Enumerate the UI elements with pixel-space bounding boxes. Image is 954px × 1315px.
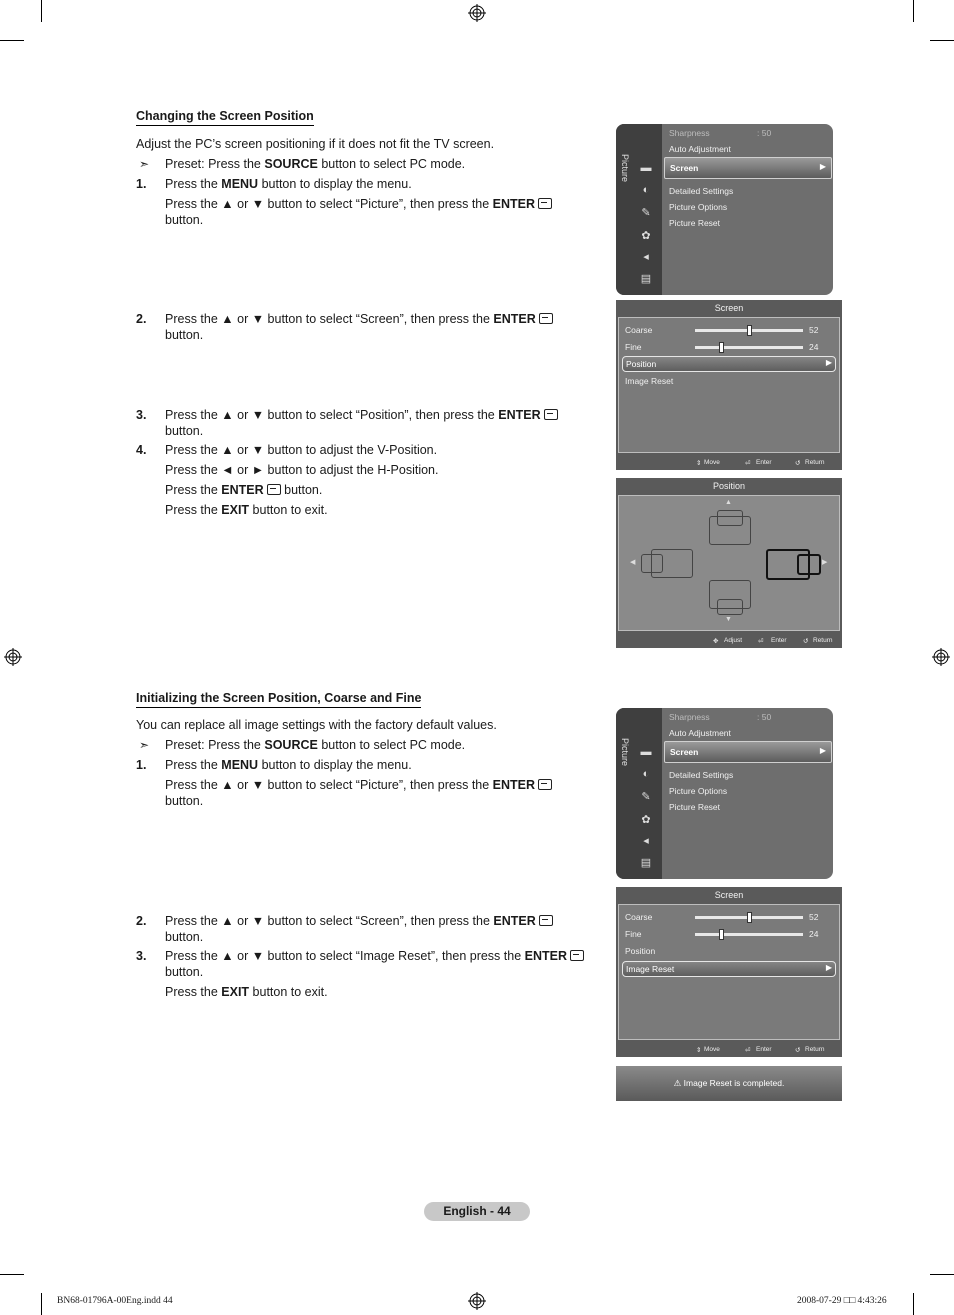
screen-menu-title: Screen <box>714 303 744 313</box>
adjust-icon: ✥ <box>713 638 719 645</box>
sound-icon: ◐ <box>642 184 650 196</box>
screen-menu-footer <box>616 1041 842 1057</box>
foot-adjust: Adjust <box>724 637 743 644</box>
screen-menu-footer <box>616 454 842 470</box>
move-icon: ⇕ <box>696 460 702 467</box>
crop-mark <box>0 40 24 41</box>
foot-return: Return <box>805 459 825 466</box>
picture-menu-panel <box>616 708 833 879</box>
registration-mark-icon <box>468 4 486 22</box>
input-icon: ◂ <box>643 251 649 263</box>
menu-item-detailed-settings[interactable]: Detailed Settings <box>669 186 734 196</box>
menu-item-image-reset[interactable]: Image Reset ▶ <box>622 961 836 977</box>
sharpness-value: : 50 <box>757 128 772 138</box>
step-number: 1. <box>136 177 147 191</box>
enter-icon <box>539 313 553 324</box>
enter-icon <box>570 950 584 961</box>
menu-item-screen[interactable]: Screen ▶ <box>664 741 832 763</box>
screen-menu-panel <box>616 300 842 470</box>
menu-item-picture-options[interactable]: Picture Options <box>669 786 728 796</box>
menu-item-auto-adjustment[interactable]: Auto Adjustment <box>669 144 731 154</box>
foot-return: Return <box>813 637 833 644</box>
warning-icon: ⚠ <box>673 1078 682 1088</box>
menu-item-detailed-settings[interactable]: Detailed Settings <box>669 770 734 780</box>
menu-item-picture-options[interactable]: Picture Options <box>669 202 728 212</box>
menu-item-position[interactable]: Position <box>625 946 656 956</box>
position-menu-panel <box>616 478 842 648</box>
coarse-value: 52 <box>809 912 819 922</box>
enter-icon <box>538 198 552 209</box>
section1-step4d: Press the EXIT button to exit. <box>165 503 328 517</box>
section1-step4b: Press the ◄ or ► button to adjust the H-Position. <box>165 463 439 477</box>
section2-preset: Preset: Press the SOURCE button to select PC mode. <box>165 738 466 752</box>
section1-step3: Press the ▲ or ▼ button to select “Position”, then press the ENTER button. <box>165 408 605 439</box>
message-text: Image Reset is completed. <box>683 1078 785 1088</box>
picture-side-label: Picture <box>620 154 630 183</box>
screen-menu-panel <box>616 887 842 1057</box>
section2-heading: Initializing the Screen Position, Coarse and Fine <box>136 691 421 708</box>
menu-item-sharpness[interactable]: Sharpness <box>669 712 710 722</box>
step-number: 3. <box>136 949 147 963</box>
coarse-slider-knob[interactable] <box>747 325 752 336</box>
section2-step2: Press the ▲ or ▼ button to select “Screen”, then press the ENTER button. <box>165 914 605 945</box>
sound-icon: ◐ <box>642 768 650 780</box>
screen-menu-title: Screen <box>714 890 744 900</box>
fine-value: 24 <box>809 342 819 352</box>
section1-preset: Preset: Press the SOURCE button to select PC mode. <box>165 157 466 171</box>
move-icon: ⇕ <box>696 1047 702 1054</box>
page-number: English - 44 <box>424 1202 530 1221</box>
return-icon: ↺ <box>803 638 809 645</box>
slug-right: 2008-07-29 □□ 4:43:26 <box>797 1296 887 1306</box>
foot-move: Move <box>704 459 720 466</box>
channel-icon: ✎ <box>641 207 651 219</box>
slug-left: BN68-01796A-00Eng.indd 44 <box>57 1296 173 1306</box>
picture-side-label: Picture <box>620 738 630 767</box>
menu-item-screen[interactable]: Screen ▶ <box>664 157 832 179</box>
menu-sidebar <box>616 124 662 295</box>
registration-mark-icon <box>468 1292 486 1310</box>
step-number: 2. <box>136 312 147 326</box>
foot-return: Return <box>805 1046 825 1053</box>
arrow-up-icon: ▲ <box>725 499 732 506</box>
channel-icon: ✎ <box>641 791 651 803</box>
menu-sidebar <box>616 708 662 879</box>
foot-enter: Enter <box>771 637 787 644</box>
foot-move: Move <box>704 1046 720 1053</box>
application-icon: ▤ <box>640 857 652 869</box>
section2-intro: You can replace all image settings with the factory default values. <box>136 718 497 732</box>
fine-value: 24 <box>809 929 819 939</box>
step-number: 3. <box>136 408 147 422</box>
menu-item-picture-reset[interactable]: Picture Reset <box>669 218 721 228</box>
enter-foot-icon: ⏎ <box>745 1047 751 1054</box>
return-icon: ↺ <box>795 1047 801 1054</box>
fine-label: Fine <box>625 342 642 352</box>
preset-arrow-icon: ➣ <box>139 738 150 752</box>
reset-complete-message <box>616 1066 842 1101</box>
section1-step1: Press the MENU button to display the menu. <box>165 177 412 191</box>
section2-step3b: Press the EXIT button to exit. <box>165 985 328 999</box>
menu-item-auto-adjustment[interactable]: Auto Adjustment <box>669 728 731 738</box>
registration-mark-icon <box>932 648 950 666</box>
coarse-slider-knob[interactable] <box>747 912 752 923</box>
fine-slider[interactable] <box>695 346 803 349</box>
arrow-right-icon: ▶ <box>825 963 832 972</box>
position-menu-footer <box>616 632 842 648</box>
crop-mark <box>0 1274 24 1275</box>
position-menu-title: Position <box>712 481 746 491</box>
screen-right-inner <box>797 554 821 575</box>
application-icon: ▤ <box>640 273 652 285</box>
screen-menu-body <box>618 317 840 453</box>
sharpness-value: : 50 <box>757 712 772 722</box>
input-icon: ◂ <box>643 835 649 847</box>
registration-mark-icon <box>4 648 22 666</box>
section2-step3: Press the ▲ or ▼ button to select “Image Reset”, then press the ENTER button. <box>165 949 615 980</box>
picture-icon: ▬ <box>640 162 652 174</box>
crop-mark <box>930 40 954 41</box>
coarse-label: Coarse <box>625 912 653 922</box>
screen-menu-body <box>618 904 840 1040</box>
enter-foot-icon: ⏎ <box>758 638 764 645</box>
enter-icon <box>538 779 552 790</box>
menu-item-position[interactable]: Position ▶ <box>622 356 836 372</box>
coarse-value: 52 <box>809 325 819 335</box>
crop-mark <box>913 1293 914 1315</box>
arrow-right-icon: ▶ <box>819 162 826 171</box>
position-menu-body <box>618 495 840 631</box>
menu-item-image-reset[interactable]: Image Reset <box>625 376 674 386</box>
section1-step4c: Press the ENTER button. <box>165 483 323 497</box>
section1-intro: Adjust the PC’s screen positioning if it does not fit the TV screen. <box>136 137 495 151</box>
screen-up-inner <box>717 510 743 526</box>
enter-icon <box>539 915 553 926</box>
menu-item-picture-reset[interactable]: Picture Reset <box>669 802 721 812</box>
step-number: 4. <box>136 443 147 457</box>
arrow-down-icon: ▼ <box>725 616 732 623</box>
foot-enter: Enter <box>756 459 772 466</box>
screen-down-inner <box>717 599 743 615</box>
step-number: 2. <box>136 914 147 928</box>
fine-slider-knob[interactable] <box>719 342 724 353</box>
enter-icon <box>544 409 558 420</box>
setup-icon: ✿ <box>641 814 651 826</box>
fine-slider[interactable] <box>695 933 803 936</box>
arrow-right-icon: ▶ <box>819 746 826 755</box>
crop-mark <box>41 1293 42 1315</box>
crop-mark <box>41 0 42 22</box>
crop-mark <box>913 0 914 22</box>
foot-enter: Enter <box>756 1046 772 1053</box>
enter-foot-icon: ⏎ <box>745 460 751 467</box>
arrow-right-icon: ▶ <box>825 358 832 367</box>
picture-menu-panel <box>616 124 833 295</box>
menu-item-sharpness[interactable]: Sharpness <box>669 128 710 138</box>
enter-icon <box>267 484 281 495</box>
arrow-right-icon: ▶ <box>822 559 828 566</box>
fine-label: Fine <box>625 929 642 939</box>
preset-arrow-icon: ➣ <box>139 157 150 171</box>
arrow-left-icon: ◀ <box>630 559 636 566</box>
fine-slider-knob[interactable] <box>719 929 724 940</box>
crop-mark <box>930 1274 954 1275</box>
section1-heading: Changing the Screen Position <box>136 109 314 126</box>
coarse-label: Coarse <box>625 325 653 335</box>
section1-step2: Press the ▲ or ▼ button to select “Screen”, then press the ENTER button. <box>165 312 605 343</box>
section2-step1b: Press the ▲ or ▼ button to select “Picture”, then press the ENTER button. <box>165 778 605 809</box>
section1-step4a: Press the ▲ or ▼ button to adjust the V-Position. <box>165 443 438 457</box>
return-icon: ↺ <box>795 460 801 467</box>
section1-step1b: Press the ▲ or ▼ button to select “Picture”, then press the ENTER button. <box>165 197 605 228</box>
setup-icon: ✿ <box>641 230 651 242</box>
step-number: 1. <box>136 758 147 772</box>
screen-left-inner <box>641 554 663 573</box>
picture-icon: ▬ <box>640 746 652 758</box>
section2-step1: Press the MENU button to display the menu. <box>165 758 412 772</box>
